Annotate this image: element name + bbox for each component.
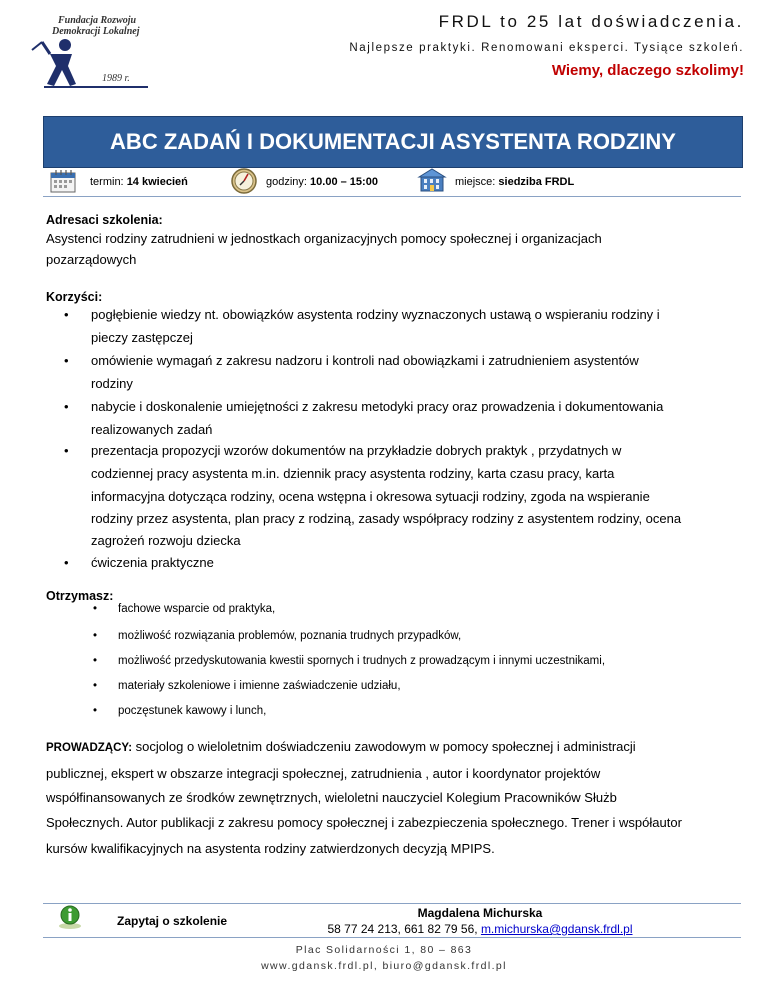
tagline-red: Wiemy, dlaczego szkolimy! — [551, 62, 744, 79]
prowadzacy-line5: kursów kwalifikacyjnych na asystenta rodziny zatwierdzonych decyzją MPIPS. — [46, 841, 495, 856]
contact-bottom-rule — [43, 937, 741, 938]
otrzymasz-item: fachowe wsparcie od praktyka, — [118, 603, 276, 615]
adresaci-line2: pozarządowych — [46, 252, 137, 267]
bullet: • — [93, 603, 98, 615]
contact-name: Magdalena Michurska — [417, 906, 543, 920]
prowadzacy-line3: współfinansowanych ze środków zewnętrznych, wieloletni nauczyciel Kolegium Pracowników Służb — [46, 790, 617, 805]
korzysci-item-1-line1: pogłębienie wiedzy nt. obowiązków asystenta rodziny wyznaczonych ustawą o wspieraniu rodziny i — [91, 307, 660, 322]
info-termin — [90, 176, 188, 188]
prowadzacy-line2: publicznej, ekspert w obszarze integracji społecznej, zatrudnienia , autor i koordynator projektów — [46, 766, 601, 781]
contact-details — [300, 922, 660, 936]
prowadzacy-line1 — [46, 736, 636, 759]
logo-year: 1989 r. — [102, 73, 130, 84]
termin-label: termin: — [90, 176, 124, 188]
footer-web: www.gdansk.frdl.pl, biuro@gdansk.frdl.pl — [261, 960, 507, 972]
ask-label[interactable]: Zapytaj o szkolenie — [117, 914, 228, 928]
korzysci-item-1-line2: pieczy zastępczej — [91, 330, 193, 345]
prowadzacy-label: PROWADZĄCY: — [46, 742, 133, 754]
adresaci-line1: Asystenci rodziny zatrudnieni w jednostkach organizacyjnych pomocy społecznej i organizacjach — [46, 231, 602, 246]
korzysci-item-4-line3: informacyjna dotycząca rodziny, ocena wstępna i okresowa sytuacji rodziny, zgoda na wspieranie — [91, 489, 650, 504]
miejsce-label: miejsce: — [455, 176, 496, 188]
bullet: • — [93, 655, 98, 667]
adresaci-heading: Adresaci szkolenia: — [46, 213, 163, 227]
logo-figure-icon — [28, 36, 98, 92]
contact-phones: 58 77 24 213, 661 82 79 56, — [327, 922, 481, 936]
clock-icon — [229, 167, 259, 195]
info-divider — [43, 196, 741, 197]
bullet: • — [64, 443, 69, 458]
korzysci-item-4-line1: prezentacja propozycji wzorów dokumentów na przykładzie dobrych praktyk , przydatnych w — [91, 443, 622, 458]
bullet: • — [64, 399, 69, 414]
korzysci-item-3-line1: nabycie i doskonalenie umiejętności z zakresu metodyki pracy oraz prowadzenia i dokumentowania — [91, 399, 664, 414]
tagline-main: FRDL to 25 lat doświadczenia. — [438, 12, 744, 31]
korzysci-item-4-line2: codziennej pracy asystenta m.in. dziennik pracy asystenta rodziny, karta czasu pracy, karta — [91, 466, 615, 481]
otrzymasz-item: materiały szkoleniowe i imienne zaświadczenie udziału, — [118, 680, 401, 692]
otrzymasz-item: możliwość rozwiązania problemów, poznania trudnych przypadków, — [118, 630, 462, 642]
otrzymasz-item: możliwość przedyskutowania kwestii spornych i trudnych z prowadzącym i innymi uczestnikami, — [118, 655, 606, 667]
info-miejsce — [455, 176, 574, 188]
korzysci-item-2-line1: omówienie wymagań z zakresu nadzoru i kontroli nad obowiązkami i zatrudnieniem asystentów — [91, 353, 639, 368]
calendar-icon — [49, 168, 79, 194]
logo-underline — [44, 86, 148, 88]
korzysci-heading: Korzyści: — [46, 290, 103, 304]
korzysci-item-4-line5: zagrożeń rozwoju dziecka — [91, 533, 241, 548]
korzysci-item-4-line4: rodziny przez asystenta, plan pracy z rodziną, zasady współpracy rodziny z asystentem rodziny, ocena — [91, 511, 682, 526]
korzysci-item-5-line1: ćwiczenia praktyczne — [91, 555, 214, 570]
otrzymasz-heading: Otrzymasz: — [46, 589, 114, 603]
bullet: • — [64, 307, 69, 322]
korzysci-item-2-line2: rodziny — [91, 376, 133, 391]
bullet: • — [93, 630, 98, 642]
otrzymasz-item: poczęstunek kawowy i lunch, — [118, 705, 267, 717]
bullet: • — [64, 353, 69, 368]
bullet: • — [93, 680, 98, 692]
course-title-banner: ABC ZADAŃ I DOKUMENTACJI ASYSTENTA RODZINY — [43, 116, 743, 168]
footer-address: Plac Solidarności 1, 80 – 863 — [295, 944, 473, 956]
info-godziny — [266, 176, 378, 188]
godziny-value: 10.00 – 15:00 — [310, 176, 378, 188]
prowadzacy-line4: Społecznych. Autor publikacji z zakresu pomocy społecznej i zabezpieczenia społecznego. Trener i współautor — [46, 815, 682, 830]
tagline-sub: Najlepsze praktyki. Renomowani eksperci. Tysiące szkoleń. — [349, 42, 744, 54]
contact-top-rule — [43, 903, 741, 904]
korzysci-item-3-line2: realizowanych zadań — [91, 422, 213, 437]
bullet: • — [93, 705, 98, 717]
godziny-label: godziny: — [266, 176, 307, 188]
building-icon — [417, 167, 447, 193]
logo-name-line2: Demokracji Lokalnej — [52, 26, 140, 37]
contact-email-link[interactable]: m.michurska@gdansk.frdl.pl — [480, 922, 633, 936]
miejsce-value: siedziba FRDL — [498, 176, 575, 188]
prowadzacy-text: socjolog o wieloletnim doświadczeniu zawodowym w pomocy społecznej i administracji — [135, 739, 636, 754]
logo-name-line1: Fundacja Rozwoju — [58, 15, 137, 26]
info-icon[interactable] — [56, 904, 84, 930]
termin-value: 14 kwiecień — [126, 176, 188, 188]
bullet: • — [64, 555, 69, 570]
